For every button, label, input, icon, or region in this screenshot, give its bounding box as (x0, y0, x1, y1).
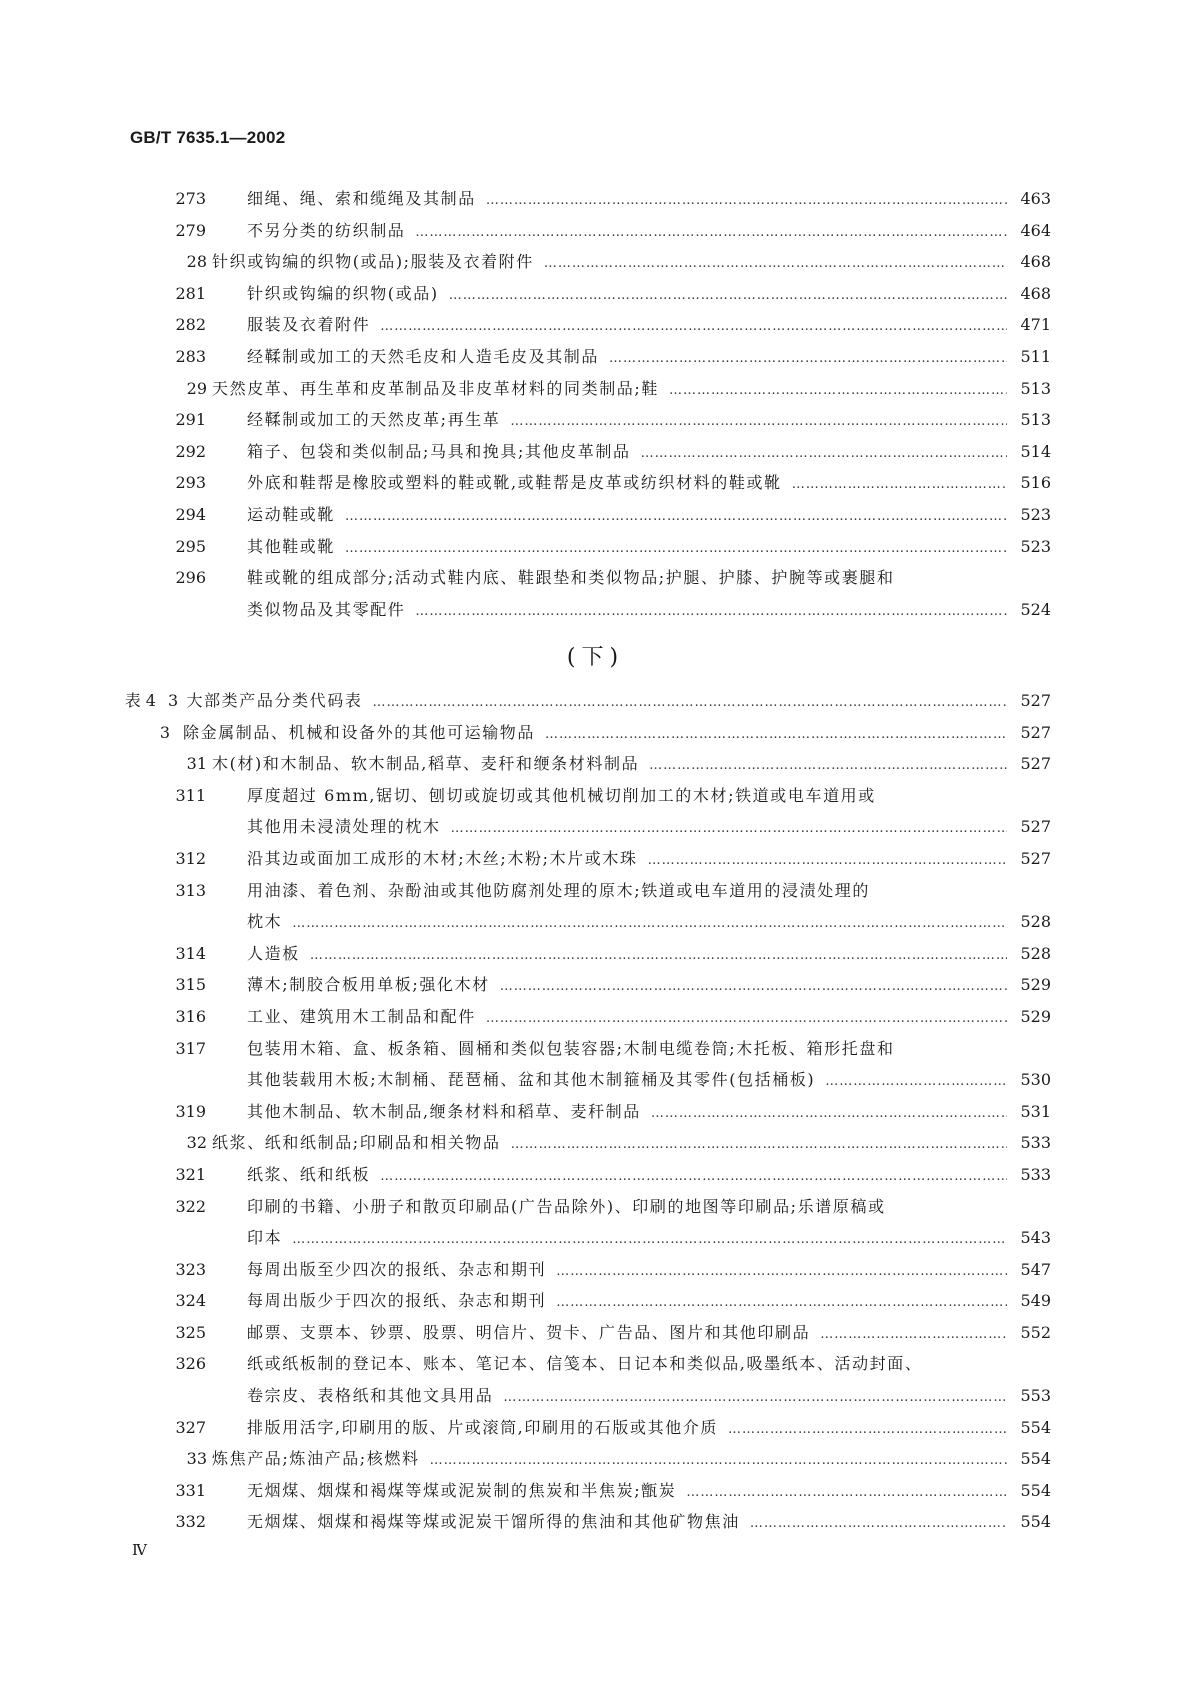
toc-entry-title: 天然皮革、再生革和皮革制品及非皮革材料的同类制品;鞋 (212, 378, 659, 398)
toc-entry[interactable] (0, 1317, 1191, 1349)
leader-dots (503, 1382, 1007, 1414)
leader-dots (380, 1161, 1007, 1193)
toc-entry[interactable] (0, 1001, 1191, 1033)
toc-entry[interactable] (0, 1033, 1191, 1065)
toc-entry-title: 运动鞋或靴 (247, 504, 336, 524)
toc-entry[interactable] (0, 594, 1191, 626)
toc-entry[interactable] (0, 467, 1191, 499)
toc-entry-code: 324 (175, 1291, 206, 1311)
toc-entry-page: 523 (1020, 536, 1051, 556)
toc-entry-code: 28 (186, 252, 207, 272)
toc-entry[interactable] (0, 1254, 1191, 1286)
toc-entry[interactable] (0, 938, 1191, 970)
toc-entry-page: 464 (1020, 220, 1051, 240)
leader-dots (486, 1003, 1007, 1035)
toc-entry-page: 516 (1020, 473, 1051, 493)
leader-dots (651, 1098, 1007, 1130)
toc-entry[interactable] (0, 1127, 1191, 1159)
leader-dots (486, 185, 1007, 217)
leader-dots (451, 813, 1007, 845)
toc-entry-code: 315 (175, 975, 206, 995)
section-title: (下) (566, 645, 625, 670)
toc-entry-page: 529 (1020, 975, 1051, 995)
toc-entry-page: 463 (1020, 189, 1051, 208)
leader-dots (641, 438, 1007, 470)
toc-entry-page: 527 (1020, 817, 1051, 837)
page-folio: Ⅳ (132, 1541, 147, 1559)
toc-entry[interactable] (0, 341, 1191, 373)
leader-dots (825, 1066, 1007, 1098)
toc-entry[interactable] (0, 309, 1191, 341)
toc-entry-code: 327 (175, 1417, 206, 1437)
toc-entry[interactable] (0, 1096, 1191, 1128)
toc-entry[interactable] (0, 875, 1191, 907)
toc-entry[interactable] (0, 215, 1191, 247)
leader-dots (430, 1445, 1007, 1477)
toc-entry[interactable] (0, 780, 1191, 812)
toc-entry[interactable] (0, 1443, 1191, 1475)
toc-entry-title: 其他木制品、软木制品,缏条材料和稻草、麦秆制品 (247, 1101, 641, 1121)
toc-entry-title: 鞋或靴的组成部分;活动式鞋内底、鞋跟垫和类似物品;护腿、护膝、护腕等或裹腿和 (247, 568, 895, 588)
toc-entry-page: 552 (1020, 1322, 1051, 1342)
leader-dots (510, 406, 1007, 438)
toc-entry-code: 332 (175, 1512, 206, 1532)
toc-entry-page: 524 (1020, 599, 1051, 619)
toc-entry-page: 528 (1020, 943, 1051, 963)
toc-entry-title: 无烟煤、烟煤和褐煤等煤或泥炭制的焦炭和半焦炭;甑炭 (247, 1480, 677, 1500)
leader-dots (556, 1287, 1007, 1319)
toc-entry-title: 无烟煤、烟煤和褐煤等煤或泥炭干馏所得的焦油和其他矿物焦油 (247, 1512, 740, 1532)
toc-entry-title: 沿其边或面加工成形的木材;木丝;木粉;木片或木珠 (247, 848, 638, 868)
toc-entry-page: 554 (1020, 1449, 1051, 1469)
leader-dots (500, 971, 1007, 1003)
leader-dots (310, 940, 1007, 972)
toc-entry[interactable] (0, 1506, 1191, 1538)
toc-entry-title: 每周出版少于四次的报纸、杂志和期刊 (247, 1291, 547, 1311)
toc-entry-title: 经鞣制或加工的天然皮革;再生革 (247, 410, 501, 430)
toc-entry-page: 547 (1020, 1259, 1051, 1279)
toc-entry-code: 3 (159, 722, 170, 742)
toc-entry-title: 其他用未浸渍处理的枕木 (247, 817, 441, 837)
toc-entry[interactable] (0, 811, 1191, 843)
toc-entry-page: 549 (1020, 1291, 1051, 1311)
toc-entry-page: 543 (1020, 1228, 1051, 1248)
toc-entry[interactable] (0, 843, 1191, 875)
leader-dots (556, 1256, 1007, 1288)
toc-entry[interactable] (0, 1159, 1191, 1191)
leader-dots (649, 750, 1007, 782)
toc-entry[interactable] (0, 1191, 1191, 1223)
toc-entry-title: 枕木 (247, 912, 283, 932)
toc-entry-title: 排版用活字,印刷用的版、片或滚筒,印刷用的石版或其他介质 (247, 1417, 718, 1437)
toc-entry-code: 322 (175, 1196, 206, 1216)
toc-entry-page: 531 (1020, 1101, 1051, 1121)
toc-entry[interactable] (0, 685, 1191, 717)
leader-dots (544, 248, 1007, 280)
toc-entry[interactable] (0, 373, 1191, 405)
toc-entry-title: 每周出版至少四次的报纸、杂志和期刊 (247, 1259, 547, 1279)
toc-entry-code: 291 (175, 410, 206, 430)
toc-entry-title: 类似物品及其零配件 (247, 599, 406, 619)
toc-entry-title: 除金属制品、机械和设备外的其他可运输物品 (183, 722, 536, 742)
toc-entry[interactable] (0, 1064, 1191, 1096)
leader-dots (345, 501, 1007, 533)
toc-entry-code: 294 (175, 504, 206, 524)
toc-entry-title: 炼焦产品;炼油产品;核燃料 (212, 1449, 420, 1469)
standard-number-header: GB/T 7635.1—2002 (130, 128, 286, 147)
toc-entry[interactable] (0, 404, 1191, 436)
toc-entry-title: 纸浆、纸和纸板 (247, 1164, 371, 1184)
toc-entry-page: 553 (1020, 1386, 1051, 1406)
toc-entry[interactable] (0, 748, 1191, 780)
toc-entry-title: 不另分类的纺织制品 (247, 220, 406, 240)
toc-entry[interactable] (0, 183, 1191, 215)
toc-entry-code: 273 (175, 189, 206, 208)
leader-dots (609, 343, 1007, 375)
leader-dots (669, 375, 1007, 407)
toc-lower-section (0, 685, 1191, 1538)
toc-entry-title: 针织或钩编的织物(或品) (247, 283, 439, 303)
toc-entry-page: 523 (1020, 504, 1051, 524)
toc-entry-code: 326 (175, 1354, 206, 1374)
toc-entry-page: 528 (1020, 912, 1051, 932)
leader-dots (545, 719, 1007, 751)
toc-entry-page: 468 (1020, 252, 1051, 272)
toc-entry-code: 32 (186, 1133, 207, 1153)
toc-entry-page: 471 (1020, 315, 1051, 335)
leader-dots (820, 1319, 1007, 1351)
toc-entry-code: 31 (186, 754, 207, 774)
toc-entry-title: 纸或纸板制的登记本、账本、笔记本、信笺本、日记本和类似品,吸墨纸本、活动封面、 (247, 1354, 923, 1374)
leader-dots (415, 596, 1007, 628)
toc-entry-title: 邮票、支票本、钞票、股票、明信片、贺卡、广告品、图片和其他印刷品 (247, 1322, 811, 1342)
toc-entry-code: 292 (175, 441, 206, 461)
toc-entry-code: 317 (175, 1038, 206, 1058)
toc-entry-title: 印本 (247, 1228, 283, 1248)
toc-entry-title: 卷宗皮、表格纸和其他文具用品 (247, 1386, 494, 1406)
toc-entry-code: 319 (175, 1101, 206, 1121)
toc-entry-title: 薄木;制胶合板用单板;强化木材 (247, 975, 490, 995)
toc-entry[interactable] (0, 1285, 1191, 1317)
toc-entry-code: 321 (175, 1164, 206, 1184)
toc-entry-title: 服装及衣着附件 (247, 315, 371, 335)
toc-entry-title: 人造板 (247, 943, 300, 963)
toc-entry-page: 554 (1020, 1417, 1051, 1437)
toc-entry-title: 木(材)和木制品、软木制品,稻草、麦秆和缏条材料制品 (212, 754, 640, 774)
toc-entry-title: 箱子、包袋和类似制品;马具和挽具;其他皮革制品 (247, 441, 631, 461)
toc-entry-page: 533 (1020, 1133, 1051, 1153)
toc-entry-page: 527 (1020, 691, 1051, 710)
toc-entry-title: 针织或钩编的织物(或品);服装及衣着附件 (212, 252, 534, 272)
toc-entry-title: 包装用木箱、盒、板条箱、圆桶和类似包装容器;木制电缆卷筒;木托板、箱形托盘和 (247, 1038, 895, 1058)
leader-dots (292, 908, 1007, 940)
toc-entry[interactable] (0, 1475, 1191, 1507)
toc-entry[interactable] (0, 1348, 1191, 1380)
toc-entry-code: 29 (186, 378, 207, 398)
toc-entry-page: 527 (1020, 754, 1051, 774)
toc-entry-code: 313 (175, 880, 206, 900)
toc-entry-title: 印刷的书籍、小册子和散页印刷品(广告品除外)、印刷的地图等印刷品;乐谱原稿或 (247, 1196, 886, 1216)
toc-entry-code: 325 (175, 1322, 206, 1342)
toc-entry[interactable] (0, 906, 1191, 938)
leader-dots (511, 1129, 1007, 1161)
toc-entry[interactable] (0, 531, 1191, 563)
toc-entry-code: 表 4 (124, 691, 156, 710)
toc-entry-page: 513 (1020, 378, 1051, 398)
toc-entry-code: 331 (175, 1480, 206, 1500)
toc-entry-page: 530 (1020, 1070, 1051, 1090)
toc-entry-title: 细绳、绳、索和缆绳及其制品 (247, 189, 476, 208)
toc-entry-code: 293 (175, 473, 206, 493)
leader-dots (380, 311, 1007, 343)
toc-entry[interactable] (0, 562, 1191, 594)
toc-entry-title: 纸浆、纸和纸制品;印刷品和相关物品 (212, 1133, 501, 1153)
toc-entry-page: 533 (1020, 1164, 1051, 1184)
toc-entry-code: 312 (175, 848, 206, 868)
toc-entry-code: 296 (175, 568, 206, 588)
leader-dots (750, 1508, 1007, 1540)
toc-entry-title: 外底和鞋帮是橡胶或塑料的鞋或靴,或鞋帮是皮革或纺织材料的鞋或靴 (247, 473, 782, 493)
toc-entry-code: 282 (175, 315, 206, 335)
toc-entry-code: 283 (175, 346, 206, 366)
toc-entry-code: 281 (175, 283, 206, 303)
toc-entry[interactable] (0, 246, 1191, 278)
toc-upper-section (0, 183, 1191, 625)
leader-dots (686, 1477, 1007, 1509)
toc-entry[interactable] (0, 499, 1191, 531)
toc-entry[interactable] (0, 1380, 1191, 1412)
toc-entry[interactable] (0, 1412, 1191, 1444)
toc-entry-title: 工业、建筑用木工制品和配件 (247, 1006, 476, 1026)
toc-entry[interactable] (0, 436, 1191, 468)
toc-entry-code: 33 (186, 1449, 207, 1469)
toc-entry[interactable] (0, 717, 1191, 749)
toc-entry-code: 295 (175, 536, 206, 556)
toc-entry-page: 514 (1020, 441, 1051, 461)
leader-dots (415, 217, 1007, 249)
toc-entry-code: 279 (175, 220, 206, 240)
toc-entry-page: 513 (1020, 410, 1051, 430)
toc-entry-page: 554 (1020, 1512, 1051, 1532)
leader-dots (449, 280, 1007, 312)
toc-entry-page: 527 (1020, 722, 1051, 742)
toc-entry-page: 527 (1020, 848, 1051, 868)
toc-entry[interactable] (0, 969, 1191, 1001)
toc-entry-code: 311 (175, 785, 206, 805)
toc-entry-title: 厚度超过 6mm,锯切、刨切或旋切或其他机械切削加工的木材;铁道或电车道用或 (247, 785, 876, 805)
toc-entry-page: 468 (1020, 283, 1051, 303)
toc-entry-title: 其他装载用木板;木制桶、琵琶桶、盆和其他木制箍桶及其零件(包括桶板) (247, 1070, 816, 1090)
toc-entry-code: 316 (175, 1006, 206, 1026)
toc-entry-title: 3 大部类产品分类代码表 (168, 691, 363, 710)
leader-dots (345, 533, 1007, 565)
leader-dots (372, 687, 1007, 719)
toc-entry[interactable] (0, 1222, 1191, 1254)
toc-entry-page: 554 (1020, 1480, 1051, 1500)
toc-entry-title: 经鞣制或加工的天然毛皮和人造毛皮及其制品 (247, 346, 600, 366)
toc-entry-code: 314 (175, 943, 206, 963)
leader-dots (792, 469, 1007, 501)
toc-entry[interactable] (0, 278, 1191, 310)
toc-entry-title: 用油漆、着色剂、杂酚油或其他防腐剂处理的原木;铁道或电车道用的浸渍处理的 (247, 880, 870, 900)
toc-entry-code: 323 (175, 1259, 206, 1279)
leader-dots (292, 1224, 1007, 1256)
toc-entry-title: 其他鞋或靴 (247, 536, 336, 556)
toc-entry-page: 511 (1020, 346, 1051, 366)
toc-entry-page: 529 (1020, 1006, 1051, 1026)
leader-dots (648, 845, 1007, 877)
leader-dots (728, 1414, 1007, 1446)
